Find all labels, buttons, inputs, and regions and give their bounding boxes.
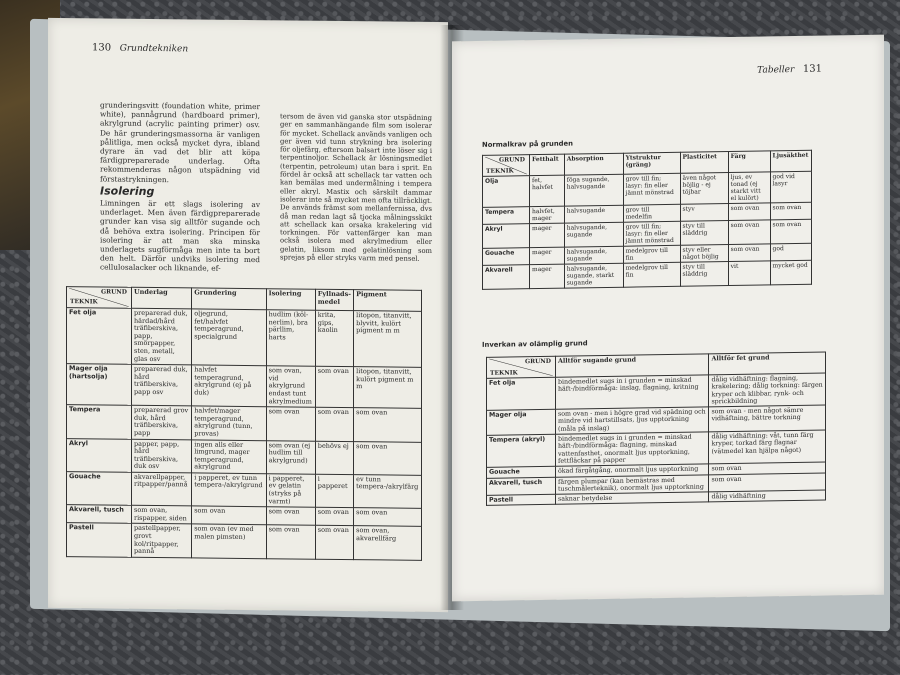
table-cell: som ovan [266,407,315,441]
table-cell: som ovan, akvarellfärg [354,526,422,560]
row-header: Mager olja (hartsolja) [67,364,132,406]
table-cell: bindemedlet sugs in i grunden = minskad häft-/bindförmåga: flagning, minskad vattenfasthet, onormalt ljus upptorkning, fettfläckar på papper [556,432,709,467]
row-header: Akryl [67,438,132,472]
table-cell: halvsugande, sugande [564,222,623,247]
table-cell: litopon, titanvitt, blyvitt, kulört pigment m m [354,311,422,368]
table-row [67,405,422,442]
table-corner: GRUND TEKNIK [483,155,530,177]
row-header: Fet olja [487,377,556,410]
table-cell: styv till släddrig [680,221,728,246]
technique-table [66,286,422,561]
row-header: Tempera [483,207,530,225]
col-header: Plasticitet [680,152,728,174]
table-row [67,438,422,475]
table-cell: som ovan (ej hudlim till akrylgrund) [266,440,315,474]
row-header: Akvarell, tusch [487,477,556,496]
table-cell: som ovan - men något sämre vidhäftning, bättre torkning [709,405,826,432]
table-cell: bindemedlet sugs in i grunden = minskad häft-/bindförmåga: inslag, flagning, kritning [556,375,709,410]
table-row [483,171,812,207]
table-cell: saknar betydelse [556,492,709,505]
left-page [48,18,448,612]
col-header: Isolering [266,289,315,311]
table-cell: i papperet, ev gelatin (stryks på varmt) [266,474,315,508]
table-cell: i papperet [315,474,353,508]
right-page [452,35,884,602]
table-corner: GRUND TEKNIK [67,287,132,309]
table-cell: god vid lasyr [770,171,812,203]
table-cell: god [770,243,812,261]
right-running-title: Tabeller [757,65,795,76]
row-header: Pastell [67,523,132,557]
table-cell: dålig vidhäftning: flagning, krakelering; dålig torkning: färgen kryper och klibbar, rynk- och sprickbildning [709,373,826,407]
right-running-head [757,64,822,76]
table-cell: som ovan [728,203,770,221]
table-cell: även något böjlig - ej töjbar [680,173,728,205]
table-row [487,373,826,411]
table-cell: hudlim (köl-nerlim), bra pärllim, harts [266,310,315,367]
col-header: Underlag [132,287,192,309]
table-row [67,471,422,508]
table-cell: ingen alls eller limgrund, mager temperagrund, akrylgrund [192,439,266,473]
table-cell: halvsugande [564,205,623,223]
table-cell: föga sugande, halvsugande [564,174,623,206]
table-cell: preparerad duk, härdad/hård träfiberskiva, papp, smörpapper, sten, metall, glas osv [132,308,192,365]
table-cell: oljegrund, fet/halvfet temperagrund, specialgrund [192,309,266,366]
col-header: Alltför sugande grund [556,354,709,377]
table-cell: som ovan [709,473,826,492]
row-header: Tempera (akryl) [487,434,556,467]
left-running-title: Grundtekniken [119,43,189,55]
table1-title: Normalkrav på grunden [482,139,573,149]
table-cell: halvfet temperagrund, akrylgrund (ej på duk) [192,365,266,407]
row-header: Akryl [483,224,530,249]
table-cell: som ovan [266,507,315,526]
row-header: Tempera [67,405,132,439]
left-column-1 [100,100,260,273]
col-header: Fetthalt [530,154,565,176]
table-cell: som ovan - men i högre grad vid spädning och mindre vid hartstillsats, ljus upptorkning (måla på inslag) [556,407,709,434]
left-column-2 [280,112,432,263]
table-cell: preparerad grov duk, hård träfiberskiva, papp [132,405,192,439]
row-header: Akvarell [483,265,530,290]
normal-requirements-table [482,150,812,290]
table-cell: som ovan [354,508,422,527]
table-cell: som ovan [709,462,826,474]
col-header: Grundering [192,288,266,310]
table-cell: som ovan [315,366,353,407]
table-cell: grov till fin; lasyr: fin eller jämnt mönstrad [623,173,680,205]
table-cell: mager [530,247,565,265]
table-cell: grov till fin; lasyr: fin eller jämnt mönstrad [623,221,680,246]
table-cell: som ovan [728,220,770,245]
row-header: Gouache [483,248,530,266]
table-cell: grov till medelfin [623,204,680,222]
table-cell: som ovan [354,441,422,475]
col-header: Ytstruktur (gräng) [623,152,680,174]
col-header: Ljusäkthet [770,150,812,172]
unsuitable-ground-table [486,352,826,507]
table-cell: dålig vidhäftning: våt, tunn färg kryper, torkad färg flagnar (vätmedel kan hjälpa något) [709,430,826,464]
right-page-number: 131 [802,63,822,75]
col-header: Absorption [564,153,623,175]
table-cell: halvfet/mager temperagrund, akrylgrund (tunn, provas) [192,406,266,440]
row-header: Olja [483,176,530,208]
table-corner: GRUND TEKNIK [487,356,556,378]
table-cell: pastellpapper, grovt kol/ritpapper, pannå [132,524,192,558]
table-cell: styv eller något böjlig [680,245,728,263]
row-header: Gouache [67,471,132,505]
table-cell: som ovan, vid akrylgrund endast tunt akrylmedium [266,366,315,407]
table-cell: som ovan, rispapper, siden [132,506,192,525]
table-cell: som ovan [315,526,353,560]
table-cell: som ovan [354,408,422,442]
table-cell: mager [530,223,565,248]
table-cell: medelgrov till fin [623,262,680,287]
column2-paragraph: tersom de även vid ganska stor utspädning ger en sammanhängande film som isolerar för mycket. Schellack används vanligen och ger även vid tunn strykning bra isolering för oljefärg, eftersom balsart inte löser sig i terpentinoljor. Schellack är lösningsmedlet (terpentin, petroleum) utan bara i sprit. En fördel är också att schellack tar vatten och kan bemälas med undermålning i tempera eller akryl. Mastix och särskilt dammar isolerar inte så mycket men ofta tillräckligt. De används främst som mellanfernissa, dvs då man redan lagt så tjocka målningsskikt att schellack kan orsaka krakelering vid torkningen. För vattenfärger kan man också isolera med akrylmedium eller gelatin, liksom med gelatinlösning som sprejas på eller stryks varm med pensel. [280,112,432,263]
table-cell: som ovan [266,525,315,559]
table-cell: som ovan [315,507,353,526]
table-row [67,308,422,368]
table-cell: ljus, ev tonad (ej starkt vitt el kulört) [728,172,770,204]
col-header: Fyllnads-medel [315,289,353,310]
table-row [487,430,826,468]
table-cell: dålig vidhäftning [709,490,826,502]
table-cell: preparerad duk, hård träfiberskiva, papp osv [132,364,192,406]
intro-paragraph: grunderingsvitt (foundation white, primer white), pannågrund (hardboard primer), akrylgrund (acrylic painting primer) osv. De här grunderingsmassorna är vanligen pålitliga, men också mycket dyra, ibland dyrare än vad det blir att köpa färdigpreparerade underlag. Ofta rekommenderas någon utspädning vid förstastrykningen. [100,100,260,184]
col-header: Färg [728,151,770,173]
table-row [483,260,812,289]
table-cell: litopon, titanvitt, kulört pigment m m [354,367,422,409]
table-row [67,364,422,409]
table-cell: styv till släddrig [680,262,728,287]
table-cell: ökad färgåtgång, onormalt ljus upptorkning [556,464,709,477]
row-header: Pastell [487,494,556,505]
table-cell: papper, papp, hård träfiberskiva, duk osv [132,439,192,473]
table2-title: Inverkan av olämplig grund [482,339,588,349]
table-cell: halvfet, mager [530,206,565,224]
row-header: Akvarell, tusch [67,505,132,524]
table-cell: medelgrov till fin [623,245,680,263]
col-header: Alltför fet grund [709,352,826,375]
table-cell: akvarellpapper, ritpapper/pannå [132,472,192,506]
table-cell: som ovan [728,244,770,262]
table-cell: krita, gips, kaolin [315,310,353,367]
table-cell: halvsugande, sugande [564,246,623,264]
table-cell: fet, halvfet [530,175,565,207]
left-page-number: 130 [92,42,112,54]
table-cell: färgen plumpar (kan bemästras med tuschmålerteknik), onormalt ljus upptorkning [556,474,709,494]
row-header: Mager olja [487,409,556,435]
table-cell: i papperet, ev tunn tempera-/akrylgrund [192,473,266,507]
table-cell: vit [728,261,770,286]
table-cell: som ovan [770,219,812,244]
col-header: Pigment [354,290,422,312]
table-cell: som ovan [192,506,266,525]
table-cell: behövs ej [315,441,353,475]
section-heading: Isolering [100,184,155,198]
table-cell: som ovan (ev med malen pimsten) [192,524,266,558]
row-header: Gouache [487,467,556,478]
table-cell: styv [680,204,728,222]
table-cell: som ovan [770,202,812,220]
table-cell: halvsugande, sugande, starkt sugande [564,263,623,288]
row-header: Fet olja [67,308,132,365]
table-cell: ev tunn tempera-/akrylfärg [354,474,422,508]
isolering-paragraph: Limningen är ett slags isolering av underlaget. Men även färdigpreparerade grunder kan visa sig alltför sugande och då behöva extra isolering. Principen för isolering är att man ska minska underlagets sugförmåga men inte ta bort den helt. Därför undviks isolering med cellulosalacker och liknande, ef- [100,198,260,274]
table-cell: mager [530,264,565,289]
left-running-head [92,42,188,54]
table-row [67,523,422,560]
table-cell: som ovan [315,407,353,441]
table-cell: mycket god [770,260,812,285]
